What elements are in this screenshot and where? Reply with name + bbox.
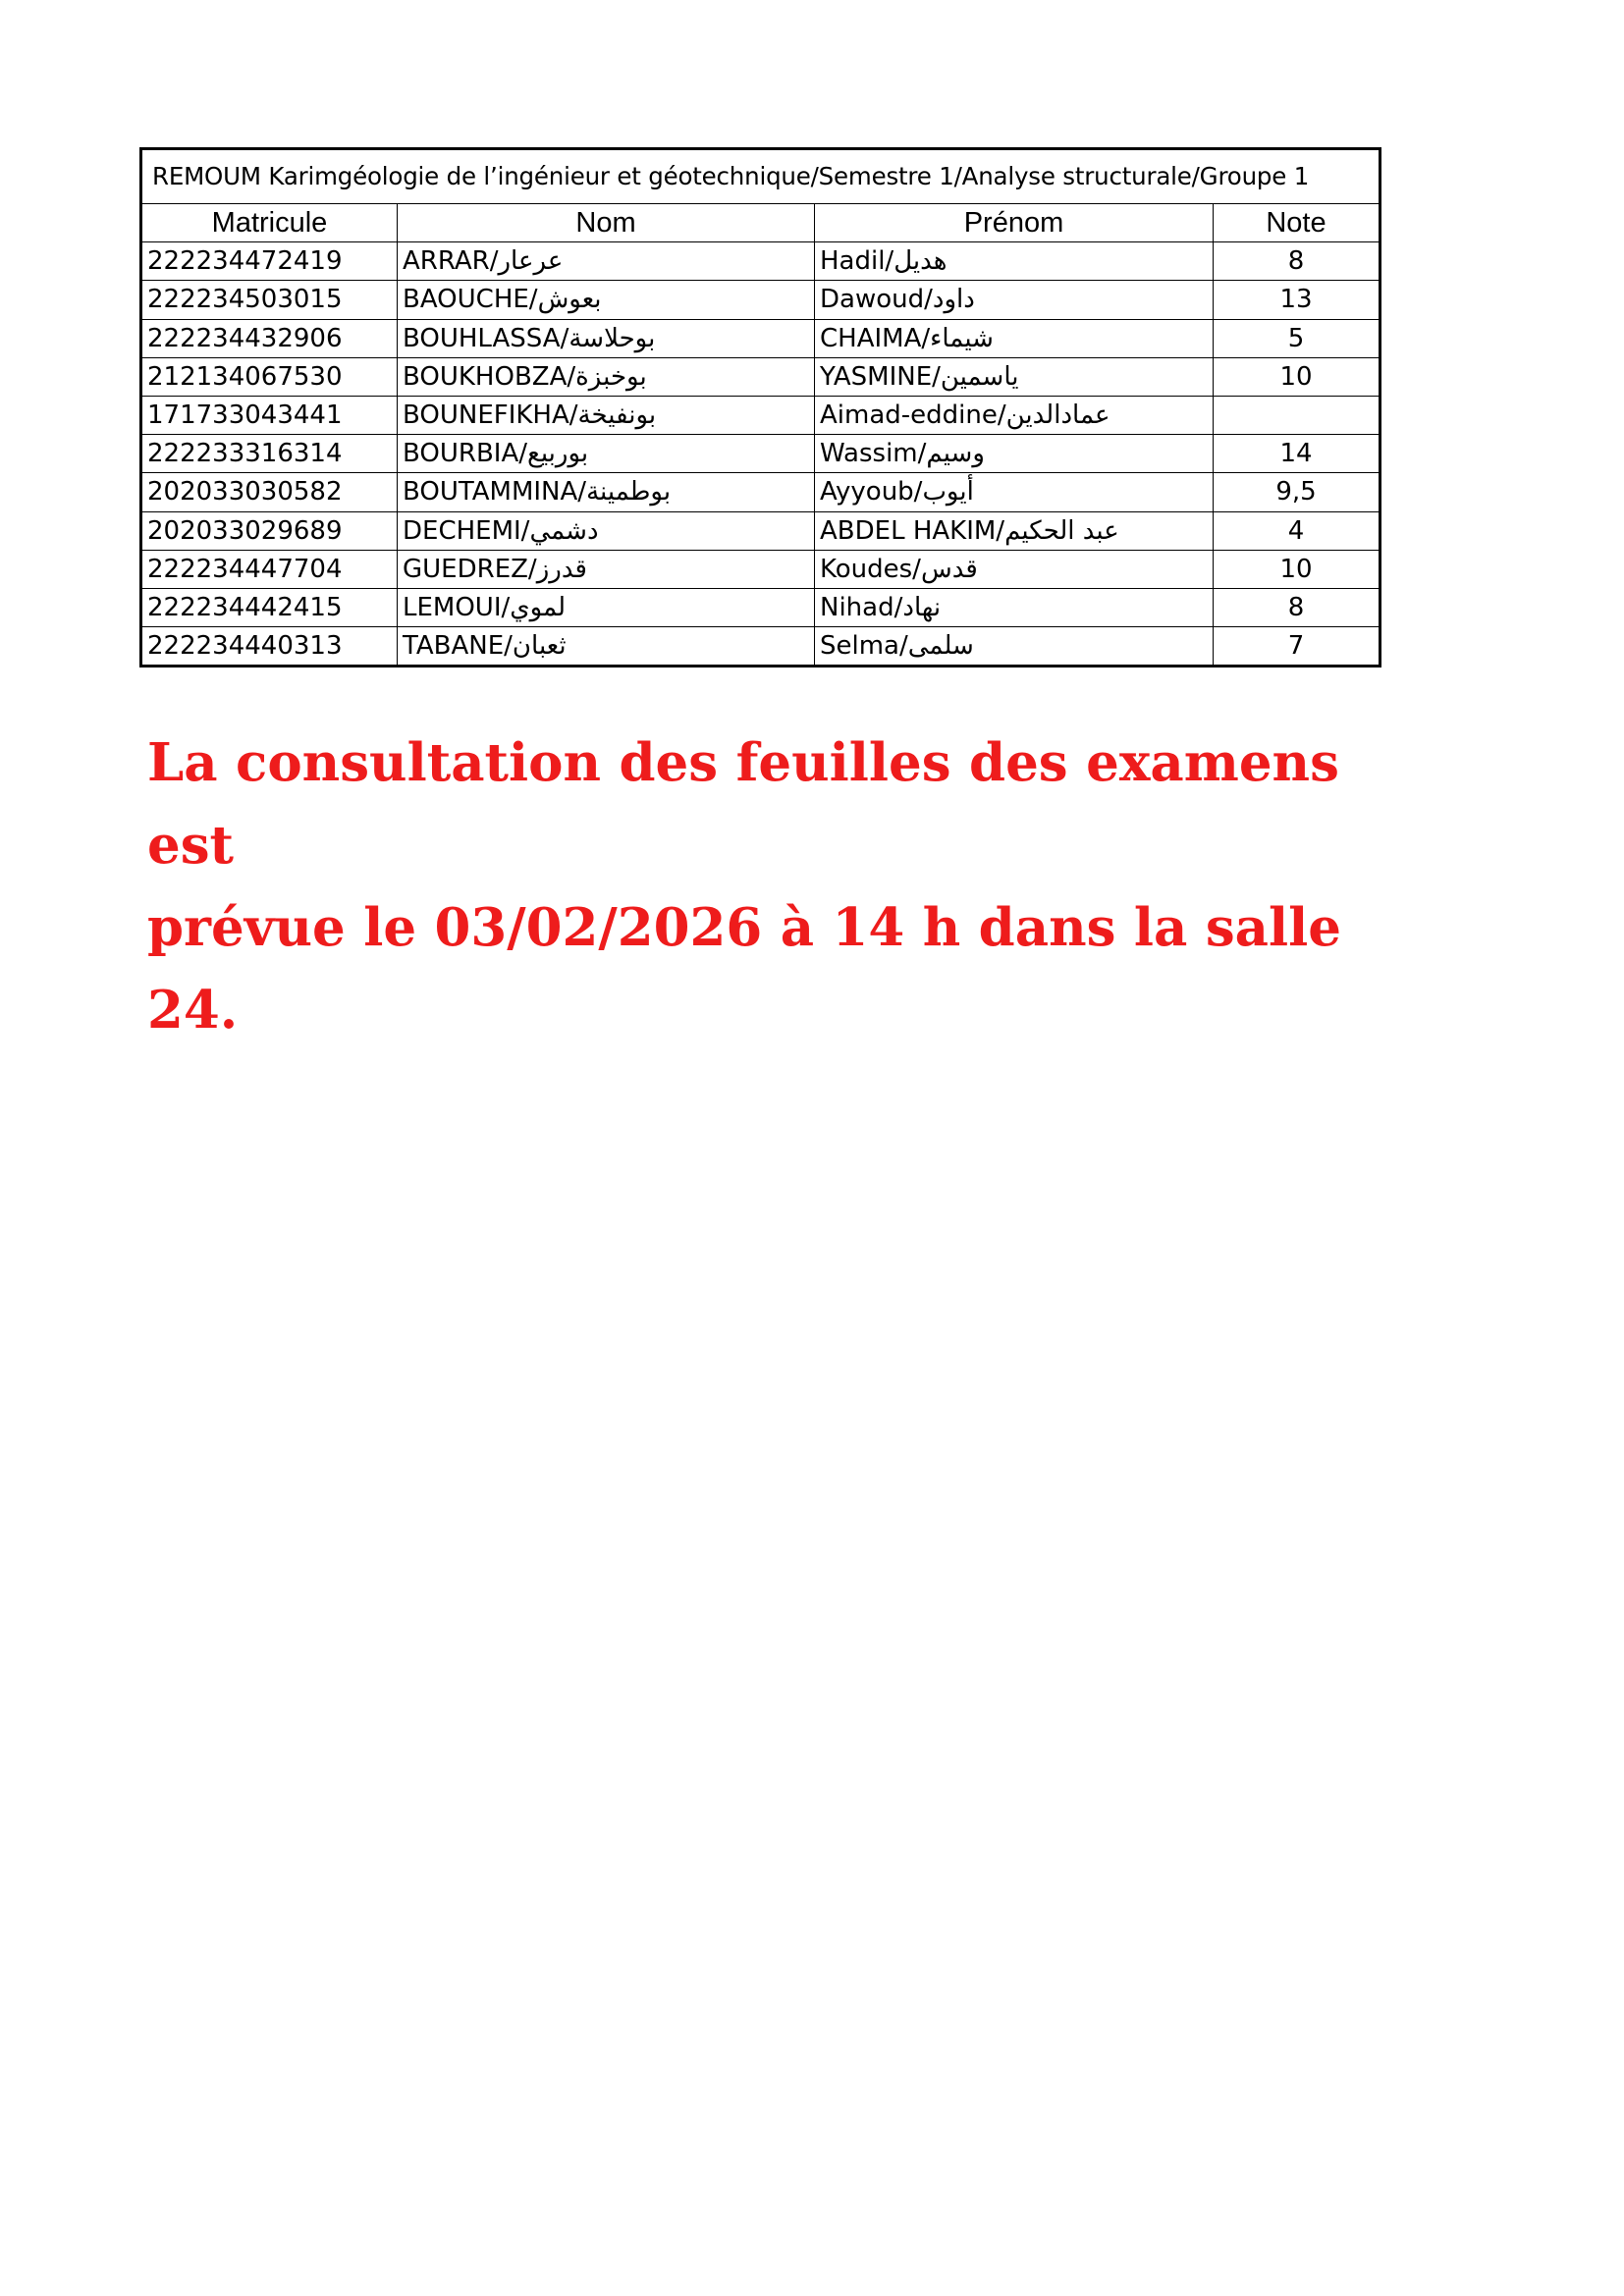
cell-matricule: 222234442415 bbox=[141, 588, 398, 626]
cell-note: 4 bbox=[1214, 511, 1380, 550]
cell-matricule: 222234432906 bbox=[141, 319, 398, 357]
cell-nom: BOUNEFIKHA/بونفيخة bbox=[398, 396, 815, 434]
cell-note: 9,5 bbox=[1214, 473, 1380, 511]
table-row bbox=[141, 435, 1380, 473]
cell-note: 7 bbox=[1214, 627, 1380, 667]
cell-note: 10 bbox=[1214, 357, 1380, 396]
cell-matricule: 202033029689 bbox=[141, 511, 398, 550]
grades-table bbox=[139, 147, 1381, 667]
table-row bbox=[141, 550, 1380, 588]
table-row bbox=[141, 627, 1380, 667]
cell-nom: LEMOUI/لموي bbox=[398, 588, 815, 626]
table-row bbox=[141, 319, 1380, 357]
notice-line-2: prévue le 03/02/2026 à 14 h dans la salle 24. bbox=[147, 897, 1341, 1041]
table-title-row bbox=[141, 149, 1380, 204]
cell-note: 8 bbox=[1214, 588, 1380, 626]
cell-note: 13 bbox=[1214, 281, 1380, 319]
cell-nom: BOUHLASSA/بوحلاسة bbox=[398, 319, 815, 357]
cell-nom: BOUTAMMINA/بوطمينة bbox=[398, 473, 815, 511]
notice-line-1: La consultation des feuilles des examens est bbox=[147, 732, 1339, 876]
header-matricule: Matricule bbox=[141, 204, 398, 242]
cell-matricule: 171733043441 bbox=[141, 396, 398, 434]
cell-prenom: Selma/سلمى bbox=[815, 627, 1214, 667]
cell-nom: DECHEMI/دشمي bbox=[398, 511, 815, 550]
cell-prenom: ABDEL HAKIM/عبد الحكيم bbox=[815, 511, 1214, 550]
cell-nom: GUEDREZ/قدرز bbox=[398, 550, 815, 588]
cell-note: 14 bbox=[1214, 435, 1380, 473]
cell-note: 5 bbox=[1214, 319, 1380, 357]
cell-prenom: CHAIMA/شيماء bbox=[815, 319, 1214, 357]
cell-note bbox=[1214, 396, 1380, 434]
table-row bbox=[141, 242, 1380, 281]
table-title: REMOUM Karimgéologie de l’ingénieur et géotechnique/Semestre 1/Analyse structurale/Groupe 1 bbox=[141, 149, 1380, 204]
table-header-row bbox=[141, 204, 1380, 242]
table-row bbox=[141, 281, 1380, 319]
cell-prenom: Dawoud/داود bbox=[815, 281, 1214, 319]
cell-matricule: 222234472419 bbox=[141, 242, 398, 281]
cell-prenom: Koudes/قدس bbox=[815, 550, 1214, 588]
cell-matricule: 222234440313 bbox=[141, 627, 398, 667]
table-row bbox=[141, 473, 1380, 511]
table-row bbox=[141, 588, 1380, 626]
cell-nom: TABANE/ثعبان bbox=[398, 627, 815, 667]
cell-matricule: 222233316314 bbox=[141, 435, 398, 473]
cell-nom: BOURBIA/بوربيع bbox=[398, 435, 815, 473]
cell-nom: BAOUCHE/بعوش bbox=[398, 281, 815, 319]
cell-prenom: Ayyoub/أيوب bbox=[815, 473, 1214, 511]
cell-prenom: Wassim/وسيم bbox=[815, 435, 1214, 473]
cell-nom: ARRAR/عرعار bbox=[398, 242, 815, 281]
cell-matricule: 212134067530 bbox=[141, 357, 398, 396]
cell-note: 10 bbox=[1214, 550, 1380, 588]
cell-prenom: Hadil/هديل bbox=[815, 242, 1214, 281]
cell-nom: BOUKHOBZA/بوخبزة bbox=[398, 357, 815, 396]
header-note: Note bbox=[1214, 204, 1380, 242]
table-row bbox=[141, 357, 1380, 396]
header-nom: Nom bbox=[398, 204, 815, 242]
cell-prenom: YASMINE/ياسمين bbox=[815, 357, 1214, 396]
table-row bbox=[141, 396, 1380, 434]
cell-prenom: Aimad-eddine/عمادالدين bbox=[815, 396, 1214, 434]
exam-consultation-notice bbox=[147, 721, 1424, 1051]
cell-note: 8 bbox=[1214, 242, 1380, 281]
cell-matricule: 202033030582 bbox=[141, 473, 398, 511]
cell-matricule: 222234503015 bbox=[141, 281, 398, 319]
cell-prenom: Nihad/نهاد bbox=[815, 588, 1214, 626]
table-row bbox=[141, 511, 1380, 550]
cell-matricule: 222234447704 bbox=[141, 550, 398, 588]
header-prenom: Prénom bbox=[815, 204, 1214, 242]
